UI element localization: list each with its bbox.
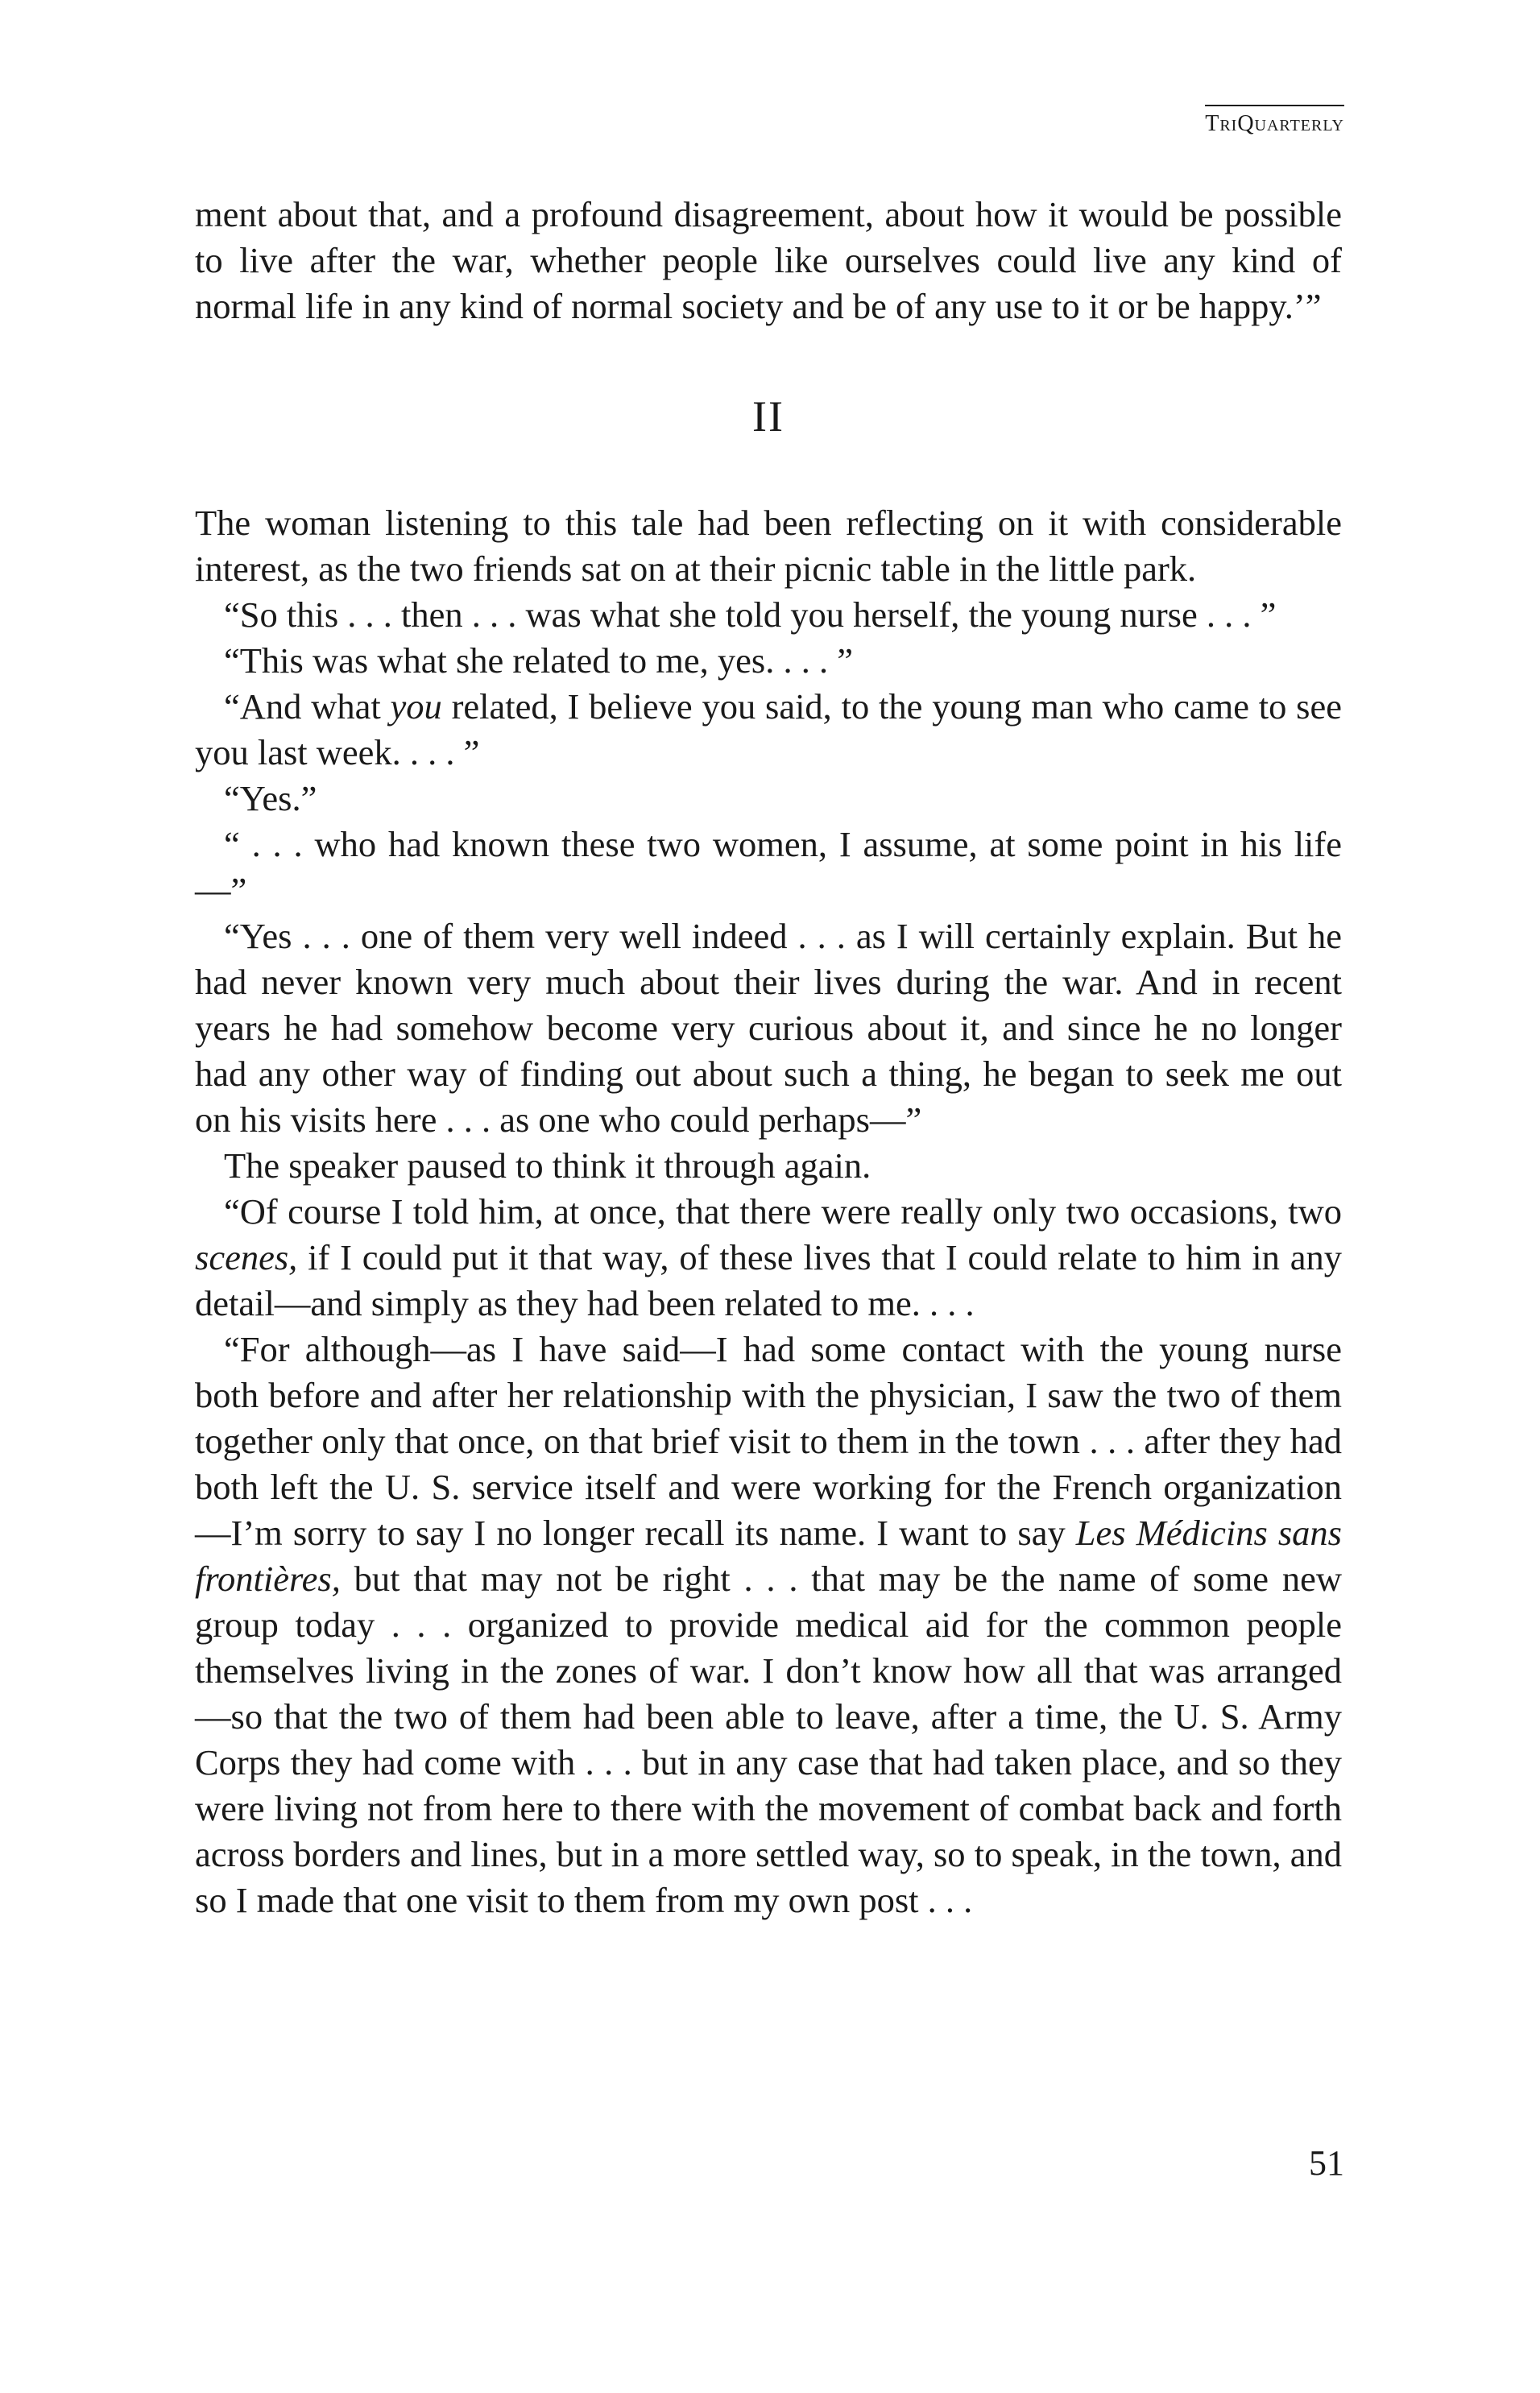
paragraph bbox=[195, 500, 1342, 592]
text-run: “ . . . who had known these two women, I assume, at some point in his life—” bbox=[195, 824, 1342, 910]
text-run: “Yes . . . one of them very well indeed . . . as I will certainly explain. But he had never known very much about their lives during the war. And in recent years he had somehow become very curious about it, and since he no longer had any other way of finding out about such a thing, he began to seek me out on his visits here . . . as one who could perhaps—” bbox=[195, 916, 1342, 1140]
body-text bbox=[195, 192, 1342, 1923]
paragraphs-after-section bbox=[195, 500, 1342, 1923]
text-run: “This was what she related to me, yes. . . . ” bbox=[224, 640, 853, 681]
paragraph bbox=[195, 1327, 1342, 1923]
text-run: “Of course I told him, at once, that there were really only two occasions, two bbox=[224, 1191, 1342, 1232]
text-run: if I could put it that way, of these lives that I could relate to him in any detail—and simply as they had been related to me. . . . bbox=[195, 1237, 1342, 1323]
paragraph bbox=[195, 822, 1342, 913]
text-run: but that may not be right . . . that may be the name of some new group today . . . organized to provide medical aid for the common people themselves living in the zones of war. I don’t know how all that was arranged—so that the two of them had been able to leave, after a time, the U. S. Army Corps they had come with . . . but in any case that had taken place, and so they were living not from here to there with the movement of combat back and forth across borders and lines, but in a more settled way, so to speak, in the town, and so I made that one visit to them from my own post . . . bbox=[195, 1559, 1342, 1920]
text-run: “And what bbox=[224, 686, 391, 727]
text-run: The speaker paused to think it through again. bbox=[224, 1145, 871, 1186]
paragraph bbox=[195, 192, 1342, 329]
page-number: 51 bbox=[1309, 2143, 1344, 2183]
paragraph bbox=[195, 592, 1342, 638]
text-run: related, I believe you said, to the young man who came to see you last week. . . . ” bbox=[195, 686, 1343, 772]
paragraph bbox=[195, 1143, 1342, 1189]
text-run: “So this . . . then . . . was what she told you herself, the young nurse . . . ” bbox=[224, 594, 1277, 635]
text-run: ment about that, and a profound disagreement, about how it would be possible to live after the war, whether people like ourselves could live any kind of normal life in any kind of normal society and be of any use to it or be happy.’” bbox=[195, 194, 1342, 326]
text-run: “For although—as I have said—I had some contact with the young nurse both before and after her relationship with the physician, I saw the two of them together only that once, on that brief visit to them in the town . . . after they had both left the U. S. service itself and were working for the French organization—I’m sorry to say I no longer recall its name. I want to say bbox=[195, 1329, 1342, 1553]
paragraph bbox=[195, 913, 1342, 1143]
paragraph bbox=[195, 776, 1342, 822]
paragraph bbox=[195, 684, 1342, 776]
paragraph bbox=[195, 638, 1342, 684]
section-heading: II bbox=[752, 392, 784, 441]
running-head: TriQuarterly bbox=[1205, 105, 1344, 137]
text-run: “Yes.” bbox=[224, 778, 317, 818]
italic-text: Les Médicins sans frontières, bbox=[195, 1513, 1342, 1599]
text-run: The woman listening to this tale had been reflecting on it with considerable interest, as the two friends sat on at their picnic table in the little park. bbox=[195, 503, 1342, 589]
paragraph bbox=[195, 1189, 1342, 1327]
italic-text: you bbox=[390, 686, 442, 727]
paragraphs-before-section bbox=[195, 192, 1342, 329]
italic-text: scenes, bbox=[195, 1237, 298, 1277]
